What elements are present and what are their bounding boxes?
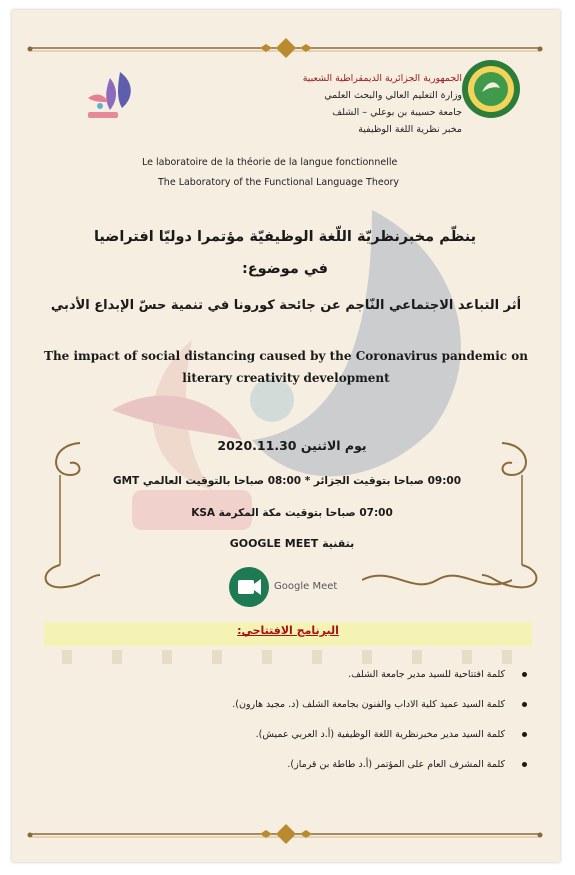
- header-line-university: جامعة حسيبة بن بوعلي – الشلف: [332, 107, 462, 118]
- google-meet-label: Google Meet: [274, 581, 338, 592]
- announcement-line-2: في موضوع:: [241, 261, 329, 277]
- program-item: كلمة افتتاحية للسيد مدير جامعة الشلف.: [132, 660, 527, 690]
- announcement-title: [50, 226, 520, 280]
- university-seal-logo: [460, 58, 522, 120]
- event-time-gmt: 09:00 صباحا بتوقيت الجزائر * 08:00 صباحا بالتوقيت العالمي GMT: [112, 475, 462, 487]
- frame-ornament-bottom: [362, 565, 512, 595]
- institution-header: [192, 70, 462, 138]
- header-line-republic: الجمهورية الجزائرية الديمقراطية الشعبية: [302, 73, 462, 84]
- program-list: [132, 660, 527, 780]
- header-line-ministry: وزارة التعليم العالي والبحث العلمي: [324, 90, 462, 101]
- topic-arabic: أثر التباعد الاجتماعي النّاجم عن جائحة كورونا في تنمية حسّ الإبداع الأدبي: [50, 298, 522, 313]
- program-item: كلمة المشرف العام على المؤتمر (أ.د طاطة بن قرماز).: [132, 750, 527, 780]
- header-line-laboratory: مخبر نظرية اللغة الوظيفية: [358, 124, 462, 135]
- google-meet-icon: [228, 566, 270, 608]
- bottom-ornament: [20, 822, 552, 846]
- program-title-bar: [44, 622, 532, 646]
- header-english-line: The Laboratory of the Functional Language Theory: [158, 177, 400, 188]
- event-time-ksa: 07:00 صباحا بتوقيت مكة المكرمة KSA: [191, 507, 393, 519]
- program-title: البرنامج الافتتاحي:: [237, 624, 339, 637]
- header-french-line: Le laboratoire de la théorie de la langue fonctionnelle: [142, 157, 398, 168]
- frame-ornament-left: [30, 435, 100, 595]
- top-ornament: [20, 36, 552, 60]
- program-item: كلمة السيد عميد كلية الاداب والفنون بجامعة الشلف (د. مجيد هارون).: [132, 690, 527, 720]
- event-date: يوم الاثنين 2020.11.30: [217, 438, 367, 453]
- poster: [12, 10, 560, 862]
- announcement-line-1: ينظّم مخبرنظريّة اللّغة الوظيفيّة مؤتمرا دوليّا افتراضيا: [93, 229, 477, 245]
- topic-english: The impact of social distancing caused by the Coronavirus pandemic on literary creativity development: [44, 349, 528, 385]
- laboratory-logo: [80, 68, 140, 122]
- event-platform: بتقنية GOOGLE MEET: [229, 537, 355, 550]
- program-item: كلمة السيد مدير مخبرنظرية اللغة الوظيفية (أ.د العربي عميش).: [132, 720, 527, 750]
